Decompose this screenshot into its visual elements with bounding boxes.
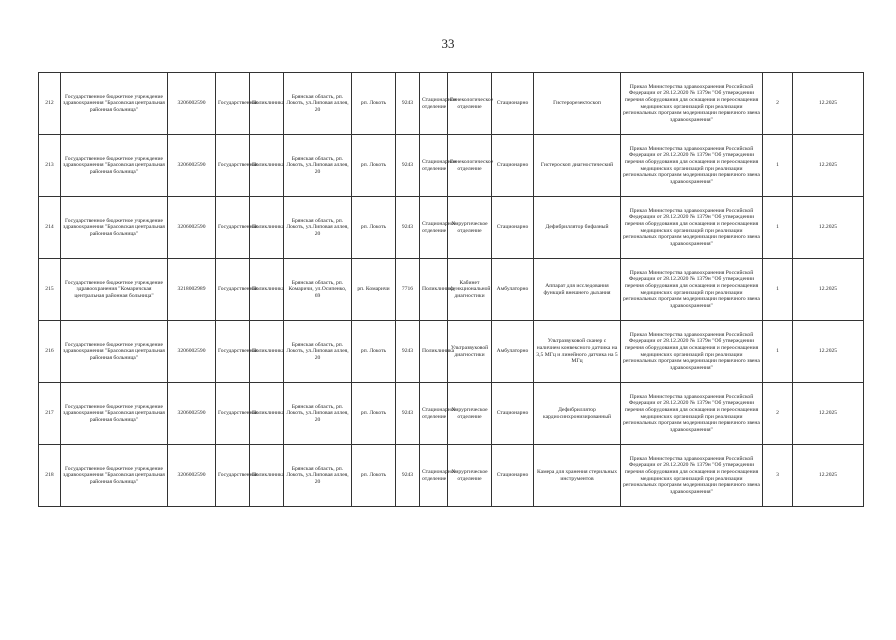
department-cell: Хирургическое отделение	[448, 445, 492, 507]
table-row	[39, 445, 864, 507]
inn-cell: 3218002989	[168, 259, 216, 321]
quantity-cell: 1	[763, 135, 793, 197]
address-cell: Брянская область, рп. Локоть, ул.Липовая аллея, 20	[284, 445, 352, 507]
legal-basis-cell: Приказ Министерства здравоохранения Российской Федерации от 28.12.2020 № 1379н "Об утверждении перечня оборудования для оснащения и переоснащения медицинских организаций при реализации региональных программ модернизации первичного звена здравоохранения"	[621, 445, 763, 507]
address-cell: Брянская область, рп. Локоть, ул.Липовая аллея, 20	[284, 73, 352, 135]
population-cell: 9243	[396, 321, 420, 383]
care-form-cell: Стационарно	[492, 73, 534, 135]
equipment-cell: Гистерорезектоскоп	[534, 73, 621, 135]
care-form-cell: Амбулаторно	[492, 259, 534, 321]
equipment-cell: Дефибриллятор кардиосинхронизированный	[534, 383, 621, 445]
department-cell: Кабинет функциональной диагностики	[448, 259, 492, 321]
due-date-cell: 12.2025	[793, 135, 864, 197]
unit-cell: Стационарное отделение	[420, 73, 448, 135]
care-form-cell: Стационарно	[492, 197, 534, 259]
due-date-cell: 12.2025	[793, 73, 864, 135]
organization-cell: Государственное бюджетное учреждение здравоохранения "Брасовская центральная районная больница"	[61, 383, 168, 445]
population-cell: 9243	[396, 383, 420, 445]
facility-type-cell: Поликлиника	[250, 259, 284, 321]
address-cell: Брянская область, рп. Локоть, ул.Липовая аллея, 20	[284, 135, 352, 197]
legal-basis-cell: Приказ Министерства здравоохранения Российской Федерации от 28.12.2020 № 1379н "Об утверждении перечня оборудования для оснащения и переоснащения медицинских организаций при реализации региональных программ модернизации первичного звена здравоохранения"	[621, 73, 763, 135]
table-row	[39, 383, 864, 445]
equipment-cell: Ультразвуковой сканер с наличием конвексного датчика на 3,5 МГц и линейного датчика на 5 МГц	[534, 321, 621, 383]
organization-cell: Государственное бюджетное учреждение здравоохранения "Комаричская центральная районная больница"	[61, 259, 168, 321]
legal-basis-cell: Приказ Министерства здравоохранения Российской Федерации от 28.12.2020 № 1379н "Об утверждении перечня оборудования для оснащения и переоснащения медицинских организаций при реализации региональных программ модернизации первичного звена здравоохранения"	[621, 321, 763, 383]
department-cell: Хирургическое отделение	[448, 383, 492, 445]
ownership-cell: Государственная	[216, 383, 250, 445]
quantity-cell: 3	[763, 445, 793, 507]
ownership-cell: Государственная	[216, 259, 250, 321]
row-number-cell: 215	[39, 259, 61, 321]
page-number: 33	[441, 36, 455, 51]
care-form-cell: Стационарно	[492, 383, 534, 445]
inn-cell: 3206002590	[168, 445, 216, 507]
care-form-cell: Амбулаторно	[492, 321, 534, 383]
inn-cell: 3206002590	[168, 383, 216, 445]
unit-cell: Стационарное отделение	[420, 135, 448, 197]
quantity-cell: 2	[763, 383, 793, 445]
row-number-cell: 216	[39, 321, 61, 383]
inn-cell: 3206002590	[168, 73, 216, 135]
due-date-cell: 12.2025	[793, 383, 864, 445]
department-cell: Хирургическое отделение	[448, 197, 492, 259]
population-cell: 9243	[396, 445, 420, 507]
quantity-cell: 2	[763, 73, 793, 135]
department-cell: Ультразвуковой диагностики	[448, 321, 492, 383]
inn-cell: 3206002590	[168, 197, 216, 259]
address-cell: Брянская область, рп. Локоть, ул.Липовая аллея, 20	[284, 197, 352, 259]
due-date-cell: 12.2025	[793, 259, 864, 321]
facility-type-cell: Поликлиника	[250, 197, 284, 259]
population-cell: 7716	[396, 259, 420, 321]
care-form-cell: Стационарно	[492, 445, 534, 507]
population-cell: 9243	[396, 135, 420, 197]
ownership-cell: Государственная	[216, 445, 250, 507]
row-number-cell: 214	[39, 197, 61, 259]
due-date-cell: 12.2025	[793, 197, 864, 259]
address-cell: Брянская область, рп. Локоть, ул.Липовая аллея, 20	[284, 383, 352, 445]
facility-type-cell: Поликлиника	[250, 135, 284, 197]
locality-cell: рп. Локоть	[352, 321, 396, 383]
ownership-cell: Государственная	[216, 321, 250, 383]
organization-cell: Государственное бюджетное учреждение здравоохранения "Брасовская центральная районная больница"	[61, 73, 168, 135]
equipment-cell: Дефибриллятор бифазный	[534, 197, 621, 259]
table-row	[39, 197, 864, 259]
department-cell: Гинекологическое отделение	[448, 135, 492, 197]
facility-type-cell: Поликлиника	[250, 445, 284, 507]
legal-basis-cell: Приказ Министерства здравоохранения Российской Федерации от 28.12.2020 № 1379н "Об утверждении перечня оборудования для оснащения и переоснащения медицинских организаций при реализации региональных программ модернизации первичного звена здравоохранения"	[621, 197, 763, 259]
care-form-cell: Стационарно	[492, 135, 534, 197]
row-number-cell: 213	[39, 135, 61, 197]
organization-cell: Государственное бюджетное учреждение здравоохранения "Брасовская центральная районная больница"	[61, 445, 168, 507]
unit-cell: Поликлиника	[420, 321, 448, 383]
facility-type-cell: Поликлиника	[250, 383, 284, 445]
unit-cell: Поликлиника	[420, 259, 448, 321]
row-number-cell: 212	[39, 73, 61, 135]
unit-cell: Стационарное отделение	[420, 197, 448, 259]
row-number-cell: 217	[39, 383, 61, 445]
due-date-cell: 12.2025	[793, 445, 864, 507]
legal-basis-cell: Приказ Министерства здравоохранения Российской Федерации от 28.12.2020 № 1379н "Об утверждении перечня оборудования для оснащения и переоснащения медицинских организаций при реализации региональных программ модернизации первичного звена здравоохранения"	[621, 383, 763, 445]
locality-cell: рп. Локоть	[352, 197, 396, 259]
facility-type-cell: Поликлиника	[250, 73, 284, 135]
equipment-cell: Камера для хранения стерильных инструментов	[534, 445, 621, 507]
locality-cell: рп. Локоть	[352, 383, 396, 445]
legal-basis-cell: Приказ Министерства здравоохранения Российской Федерации от 28.12.2020 № 1379н "Об утверждении перечня оборудования для оснащения и переоснащения медицинских организаций при реализации региональных программ модернизации первичного звена здравоохранения"	[621, 135, 763, 197]
inn-cell: 3206002590	[168, 321, 216, 383]
table-row	[39, 135, 864, 197]
table-row	[39, 321, 864, 383]
equipment-table	[38, 72, 864, 507]
equipment-cell: Аппарат для исследования функций внешнего дыхания	[534, 259, 621, 321]
unit-cell: Стационарное отделение	[420, 383, 448, 445]
quantity-cell: 1	[763, 197, 793, 259]
inn-cell: 3206002590	[168, 135, 216, 197]
address-cell: Брянская область, рп. Комаричи, ул.Осипенко, 69	[284, 259, 352, 321]
ownership-cell: Государственная	[216, 197, 250, 259]
organization-cell: Государственное бюджетное учреждение здравоохранения "Брасовская центральная районная больница"	[61, 321, 168, 383]
locality-cell: рп. Локоть	[352, 73, 396, 135]
organization-cell: Государственное бюджетное учреждение здравоохранения "Брасовская центральная районная больница"	[61, 135, 168, 197]
locality-cell: рп. Локоть	[352, 135, 396, 197]
population-cell: 9243	[396, 73, 420, 135]
organization-cell: Государственное бюджетное учреждение здравоохранения "Брасовская центральная районная больница"	[61, 197, 168, 259]
legal-basis-cell: Приказ Министерства здравоохранения Российской Федерации от 28.12.2020 № 1379н "Об утверждении перечня оборудования для оснащения и переоснащения медицинских организаций при реализации региональных программ модернизации первичного звена здравоохранения"	[621, 259, 763, 321]
table-row	[39, 73, 864, 135]
equipment-cell: Гистероскоп диагностический	[534, 135, 621, 197]
quantity-cell: 1	[763, 321, 793, 383]
population-cell: 9243	[396, 197, 420, 259]
quantity-cell: 1	[763, 259, 793, 321]
unit-cell: Стационарное отделение	[420, 445, 448, 507]
ownership-cell: Государственная	[216, 73, 250, 135]
due-date-cell: 12.2025	[793, 321, 864, 383]
locality-cell: рп. Локоть	[352, 445, 396, 507]
row-number-cell: 218	[39, 445, 61, 507]
table-row	[39, 259, 864, 321]
address-cell: Брянская область, рп. Локоть, ул.Липовая аллея, 20	[284, 321, 352, 383]
ownership-cell: Государственная	[216, 135, 250, 197]
locality-cell: рп. Комаричи	[352, 259, 396, 321]
facility-type-cell: Поликлиника	[250, 321, 284, 383]
department-cell: Гинекологическое отделение	[448, 73, 492, 135]
